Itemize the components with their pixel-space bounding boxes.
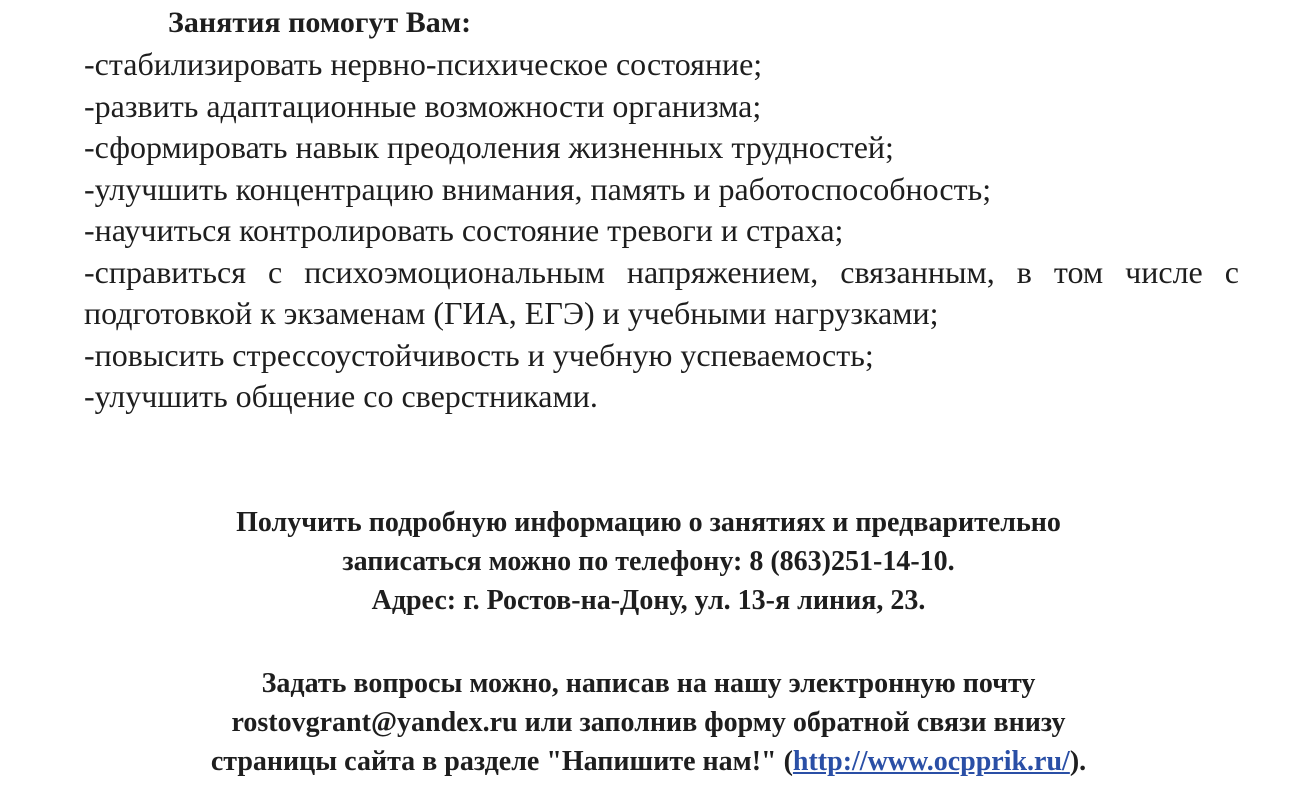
address-line: Адрес: г. Ростов-на-Дону, ул. 13-я линия, 23. xyxy=(371,585,926,616)
phone-line: записаться можно по телефону: 8 (863)251-14-10. xyxy=(342,546,955,577)
list-item: -повысить стрессоустойчивость и учебную успеваемость; xyxy=(84,336,874,373)
website-line xyxy=(60,742,1237,781)
contact-paragraph xyxy=(60,664,1237,781)
website-line-prefix: страницы сайта в разделе "Напишите нам!" ( xyxy=(210,746,793,777)
website-link[interactable]: http://www.ocpprik.ru/ xyxy=(792,746,1070,777)
benefits-list xyxy=(84,44,1239,418)
contact-line: Задать вопросы можно, написав на нашу электронную почту xyxy=(261,668,1036,699)
list-item: -улучшить общение со сверстниками. xyxy=(84,378,598,414)
list-item: -развить адаптационные возможности организма; xyxy=(84,87,762,124)
list-item: -стабилизировать нервно-психическое состояние; xyxy=(84,46,763,82)
benefits-heading: Занятия помогут Вам: xyxy=(168,6,472,39)
website-line-suffix: ). xyxy=(1069,746,1087,777)
info-line: Получить подробную информацию о занятиях и предварительно xyxy=(236,507,1061,538)
list-item: -научиться контролировать состояние тревоги и страха; xyxy=(84,212,844,248)
list-item: -справиться с психоэмоциональным напряжением, связанным, в том числе с подготовкой к экзаменам (ГИА, ЕГЭ) и учебными нагрузками; xyxy=(84,253,1239,331)
info-paragraph xyxy=(60,503,1237,620)
email-line: rostovgrant@yandex.ru или заполнив форму обратной связи внизу xyxy=(231,707,1066,738)
list-item: -улучшить концентрацию внимания, память и работоспособность; xyxy=(84,170,992,207)
list-item: -сформировать навык преодоления жизненных трудностей; xyxy=(84,129,894,165)
